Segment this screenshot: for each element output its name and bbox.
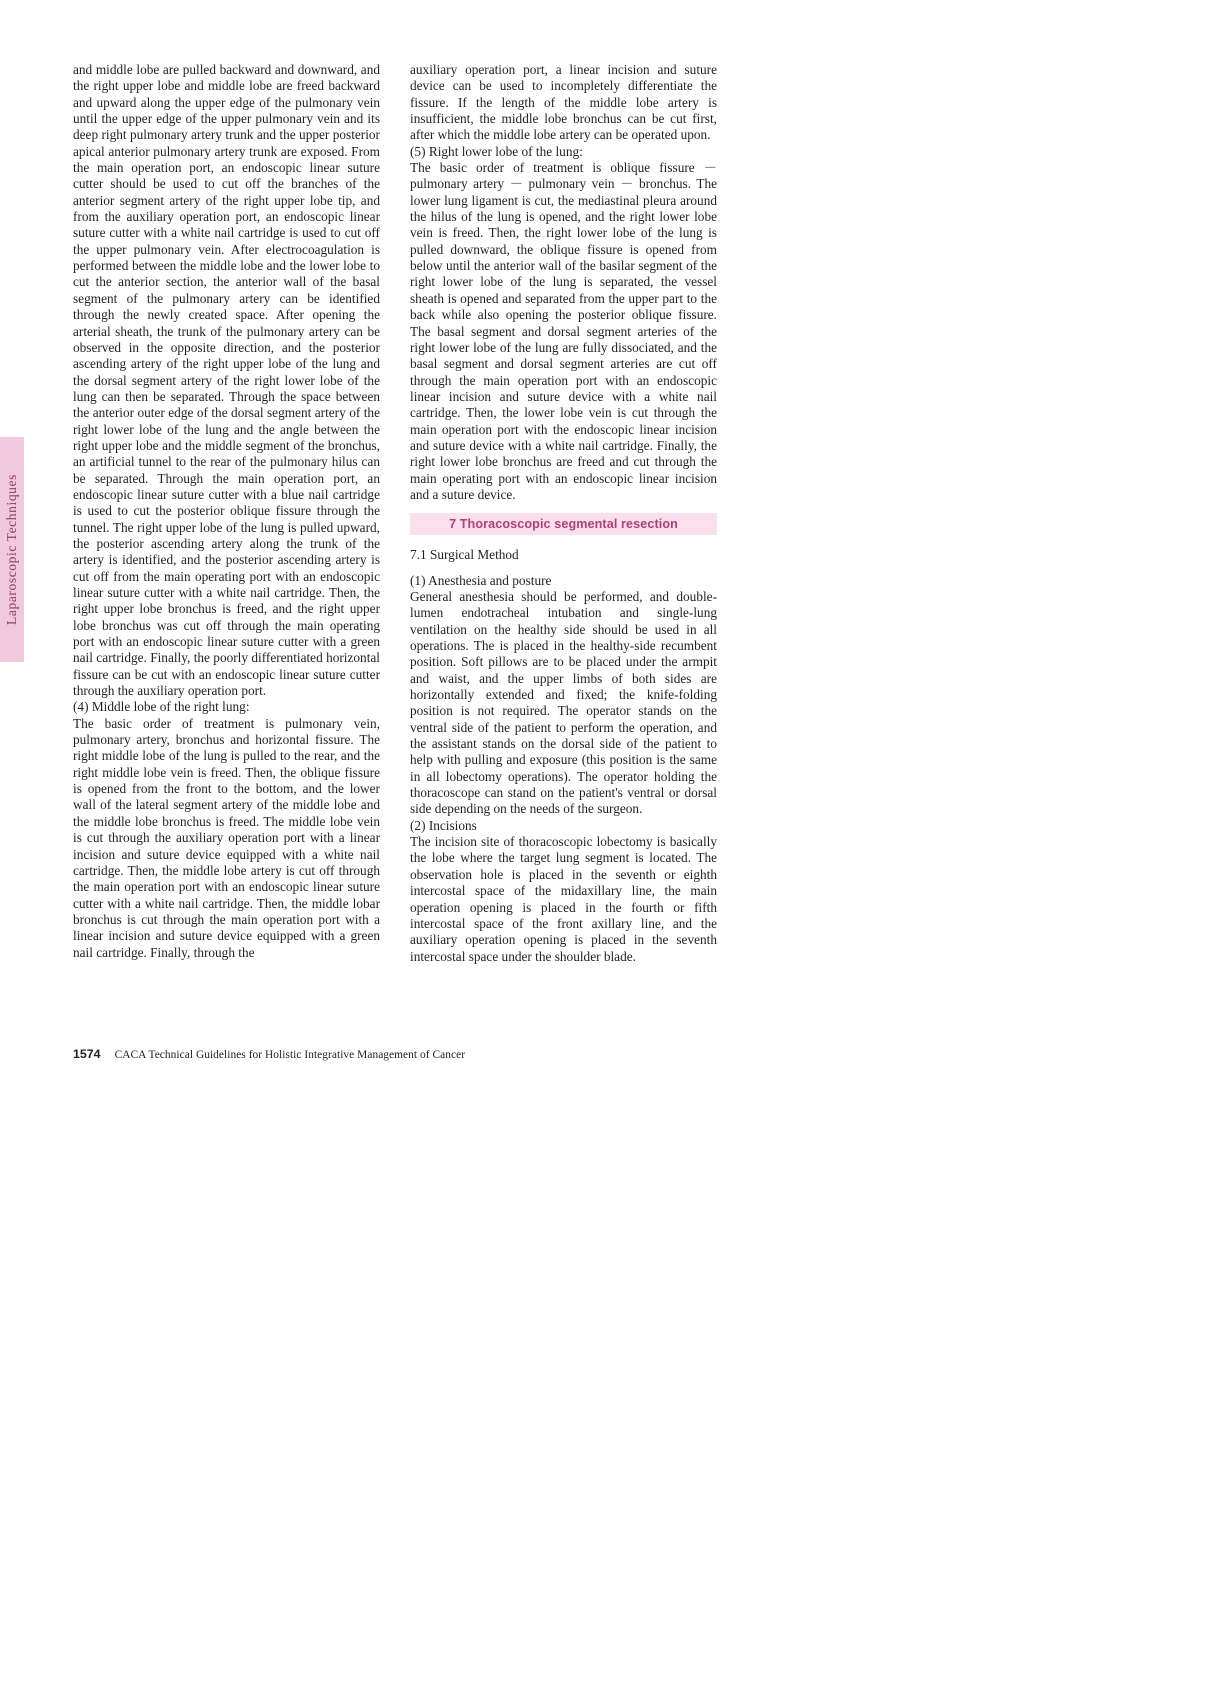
paragraph: The incision site of thoracoscopic lobectomy is basically the lobe where the target lung segment is located. The observation hole is placed in the seventh or eighth intercostal space of the midaxillary line, the main operation opening is placed in the fourth or fifth intercostal space of the front axillary line, and the auxiliary operation opening is placed in the seventh intercostal space under the shoulder blade. — [410, 834, 717, 964]
page-footer — [73, 1047, 465, 1061]
right-column — [410, 62, 717, 965]
section-heading-banner — [410, 513, 717, 535]
paragraph: and middle lobe are pulled backward and downward, and the right upper lobe and middle lobe are freed backward and upward along the upper edge of the pulmonary vein until the upper edge of the upper pulmonary vein and its deep right pulmonary artery trunk and the upper posterior apical anterior pulmonary artery trunk are exposed. From the main operation port, an endoscopic linear suture cutter should be used to cut off the branches of the anterior segment artery of the right upper lobe tip, and from the auxiliary operation port, an endoscopic linear suture cutter with a white nail cartridge is used to cut off the upper pulmonary vein. After electrocoagulation is performed between the middle lobe and the lower lobe to cut the anterior section, the anterior wall of the basal segment of the pulmonary artery can be identified through the newly created space. After opening the arterial sheath, the trunk of the pulmonary artery can be observed in the opposite direction, and the posterior ascending artery of the right upper lobe of the lung and the dorsal segment artery of the right lower lobe of the lung can then be separated. Through the space between the anterior outer edge of the dorsal segment artery of the right lower lobe of the lung and the angle between the right upper lobe and the middle segment of the bronchus, an artificial tunnel to the rear of the pulmonary hilus can be separated. Through the main operation port, an endoscopic linear suture cutter with a blue nail cartridge is used to cut the posterior oblique fissure through the tunnel. The right upper lobe of the lung is pulled upward, the posterior ascending artery along the trunk of the artery is identified, and the posterior ascending artery is cut off from the main operating port with an endoscopic linear suture cutter with a white nail cartridge. Then, the right upper lobe bronchus is freed, and the right upper lobe bronchus was cut off through the main operating port with an endoscopic linear suture cutter with a green nail cartridge. Finally, the poorly differentiated horizontal fissure can be cut with an endoscopic linear suture cutter through the auxiliary operation port. — [73, 62, 380, 699]
page-number: 1574 — [73, 1047, 101, 1061]
left-column — [73, 62, 380, 965]
paragraph-heading-right-lower-lobe: (5) Right lower lobe of the lung: — [410, 143, 583, 159]
running-head: CACA Technical Guidelines for Holistic Integrative Management of Cancer — [114, 1049, 466, 1061]
paragraph: General anesthesia should be performed, and double-lumen endotracheal intubation and single-lung ventilation on the healthy side should be used in all operations. The is placed in the healthy-side recumbent position. Soft pillows are to be placed under the armpit and waist, and the upper limbs of both sides are horizontally extended and fixed; the knife-folding position is not required. The operator stands on the ventral side of the patient to perform the operation, and the assistant stands on the dorsal side of the patient to help with pulling and exposure (this position is the same in all lobectomy operations). The operator holding the thoracoscope can stand on the patient's ventral or dorsal side depending on the needs of the surgeon. — [410, 588, 717, 817]
two-column-body — [73, 62, 718, 965]
paragraph: The basic order of treatment is oblique fissure － pulmonary artery － pulmonary vein － bronchus. The lower lung ligament is cut, the mediastinal pleura around the hilus of the lung is opened, and the right lower lobe vein is freed. Then, the right lower lobe of the lung is pulled downward, the oblique fissure is opened from below until the anterior wall of the basilar segment of the right lower lobe of the lung is separated, the vessel sheath is opened and separated from the upper part to the back while also opening the posterior oblique fissure. The basal segment and dorsal segment arteries of the right lower lobe of the lung are fully dissociated, and the basal segment and dorsal segment arteries are cut off through the main operation port with an endoscopic linear incision and suture device with a white nail cartridge. Then, the lower lobe vein is cut through the main operation port with the endoscopic linear incision and suture device with a white nail cartridge. Finally, the right lower lobe bronchus are freed and cut through the main operating port with an endoscopic linear incision and a suture device. — [410, 160, 717, 502]
paragraph-heading-anesthesia: (1) Anesthesia and posture — [410, 572, 552, 588]
paragraph-heading-middle-lobe: (4) Middle lobe of the right lung: — [73, 699, 250, 715]
paragraph: The basic order of treatment is pulmonary vein, pulmonary artery, bronchus and horizontal fissure. The right middle lobe of the lung is pulled to the rear, and the right middle lobe vein is freed. Then, the oblique fissure is opened from the front to the bottom, and the lower wall of the lateral segment artery of the middle lobe and the middle lobe bronchus is freed. The middle lobe vein is cut through the auxiliary operation port with a linear incision and suture device equipped with a white nail cartridge. Then, the middle lobe artery is cut off through the main operation port with an endoscopic linear suture cutter with a white nail cartridge. Then, the middle lobar bronchus is cut through the main operation port with a linear incision and suture device equipped with a green nail cartridge. Finally, through the — [73, 715, 380, 960]
section-heading-text: 7 Thoracoscopic segmental resection — [449, 517, 678, 532]
paragraph: auxiliary operation port, a linear incision and suture device can be used to incompletely differentiate the fissure. If the length of the middle lobe artery is insufficient, the middle lobe bronchus can be cut first, after which the middle lobe artery can be operated upon. — [410, 62, 717, 143]
subsection-heading: 7.1 Surgical Method — [410, 547, 519, 563]
sidebar-tab-label: Laparoscopic Techniques — [4, 474, 19, 625]
paragraph-heading-incisions: (2) Incisions — [410, 817, 477, 833]
